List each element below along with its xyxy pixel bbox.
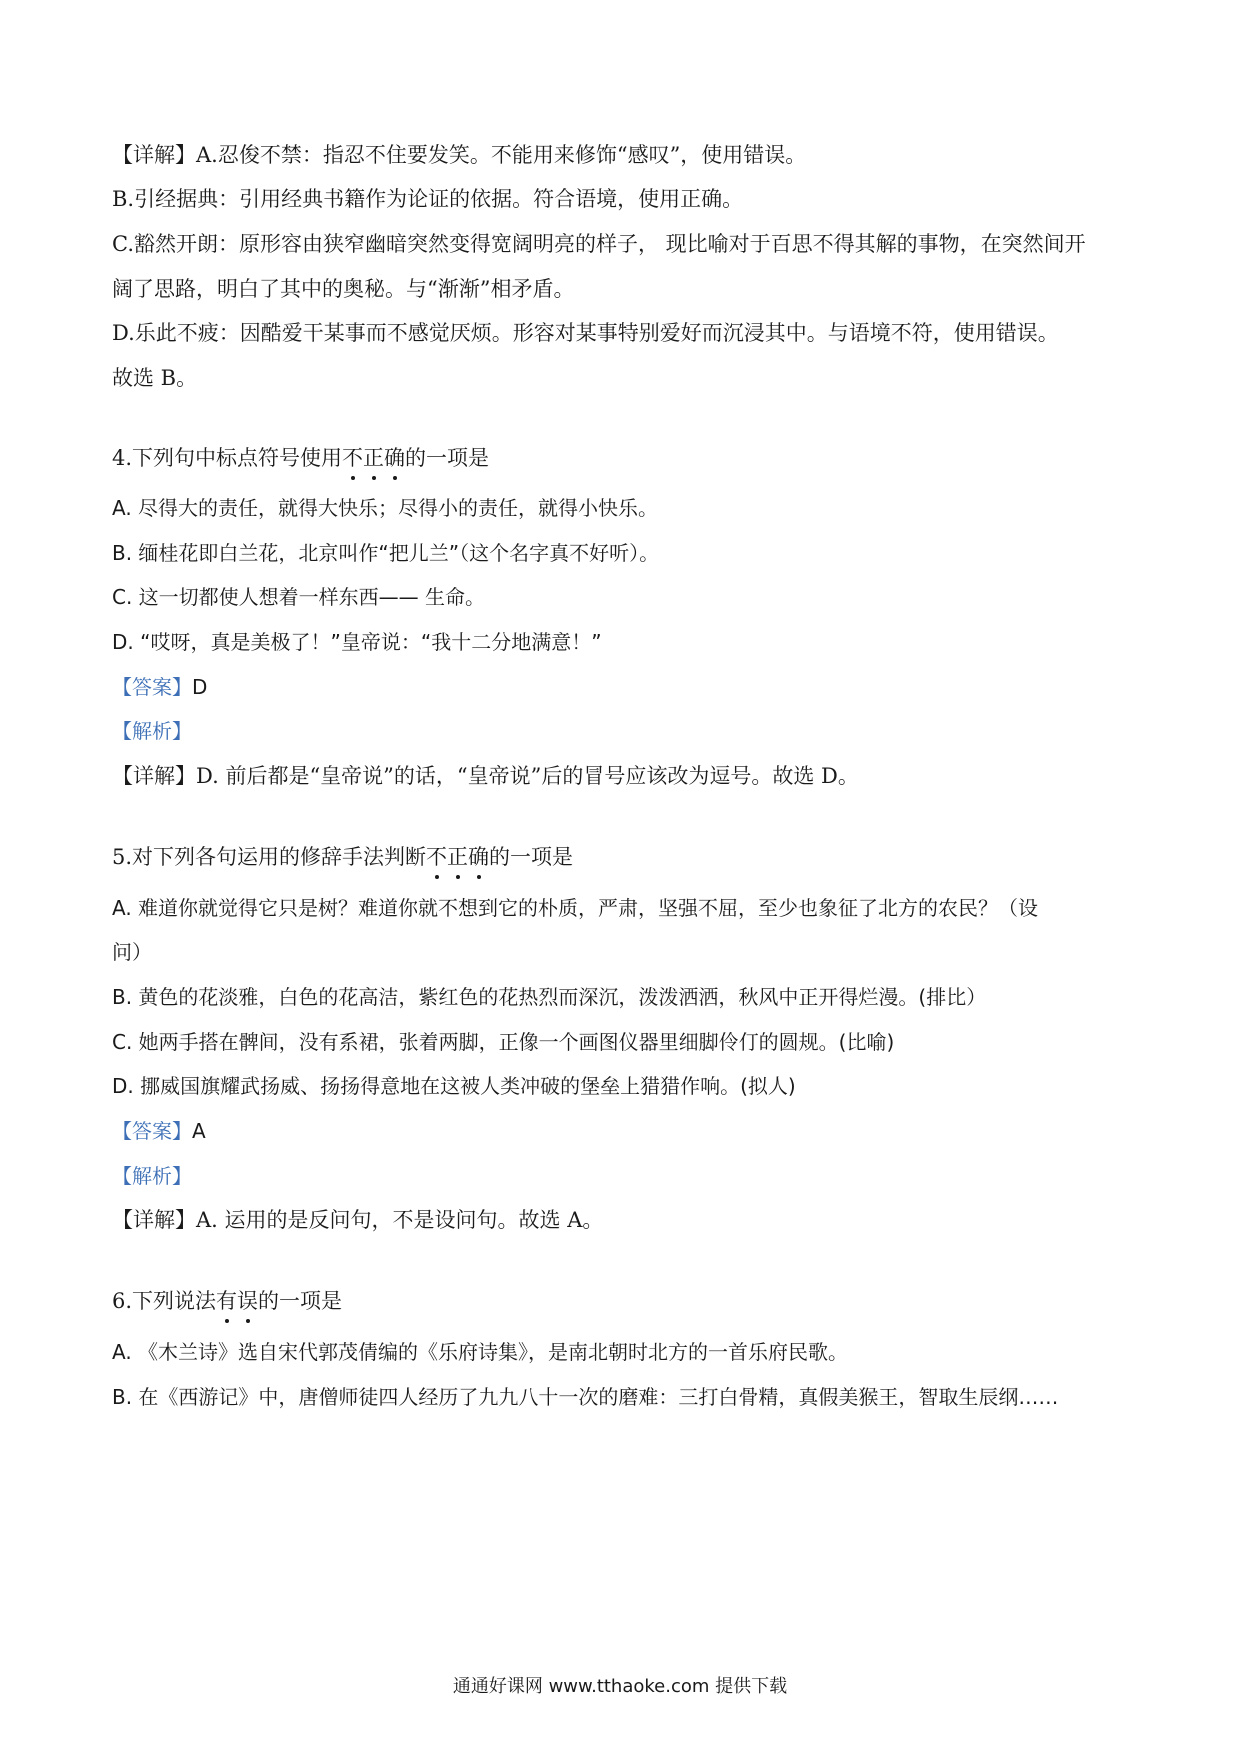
question-4-analysis (112, 716, 1128, 746)
detail-tag: 【详解】 (112, 764, 196, 788)
question-4-option-c: C. 这一切都使人想着一样东西—— 生命。 (112, 585, 486, 609)
emphasis-char: 确 (468, 842, 489, 872)
analysis-tag: 【解析】 (112, 1164, 192, 1188)
answer-value: A (192, 1119, 206, 1143)
detail-line-2: B.引经据典：引用经典书籍作为论证的依据。符合语境，使用正确。 (112, 187, 744, 211)
question-5-analysis (112, 1161, 1128, 1191)
question-5-option-b: B. 黄色的花淡雅，白色的花高洁，紫红色的花热烈而深沉，泼泼洒洒，秋风中正开得烂漫。(排比） (112, 985, 987, 1009)
detail-text: A. 运用的是反问句，不是设问句。故选 A。 (196, 1208, 604, 1232)
question-4-option-d: D. “哎呀，真是美极了！”皇帝说：“我十二分地满意！” (112, 630, 602, 654)
question-4-detail (112, 761, 1128, 791)
answer-tag: 【答案】 (112, 1119, 192, 1143)
question-5-detail (112, 1205, 1128, 1235)
question-5-option-a: A. 难道你就觉得它只是树？难道你就不想到它的朴质，严肃，坚强不屈，至少也象征了北方的农民？（设 (112, 896, 1039, 920)
question-5-title: 5.对下列各句运用的修辞手法判断不正确的一项是 (112, 842, 1128, 872)
emphasis-char: 不 (426, 842, 447, 872)
question-6-title: 6.下列说法有误的一项是 (112, 1286, 1128, 1316)
detail-tag: 【详解】 (112, 1208, 196, 1232)
analysis-tag: 【解析】 (112, 719, 192, 743)
answer-tag: 【答案】 (112, 675, 192, 699)
question-4-option-b: B. 缅桂花即白兰花，北京叫作“把儿兰”（这个名字真不好听）。 (112, 541, 660, 565)
question-6-option-b: B. 在《西游记》中，唐僧师徒四人经历了九九八十一次的磨难：三打白骨精，真假美猴王，智取生辰纲…… (112, 1385, 1059, 1409)
emphasis-char: 误 (237, 1286, 258, 1316)
question-5-answer (112, 1116, 1128, 1146)
detail-line-5: D.乐此不疲：因酷爱干某事而不感觉厌烦。形容对某事特别爱好而沉浸其中。与语境不符，使用错误。 (112, 321, 1059, 345)
question-5-option-c: C. 她两手搭在髀间，没有系裙，张着两脚，正像一个画图仪器里细脚伶仃的圆规。(比喻) (112, 1030, 895, 1054)
question-6-option-a: A. 《木兰诗》选自宋代郭茂倩编的《乐府诗集》，是南北朝时北方的一首乐府民歌。 (112, 1340, 849, 1364)
question-5-option-a-cont: 问） (112, 940, 152, 964)
question-4-answer (112, 672, 1128, 702)
detail-text: A.忍俊不禁：指忍不住要发笑。不能用来修饰“感叹”，使用错误。 (196, 143, 807, 167)
question-4-title: 4.下列句中标点符号使用不正确的一项是 (112, 443, 1128, 473)
detail-line-1 (112, 140, 1128, 170)
emphasis-char: 确 (384, 443, 405, 473)
question-4-option-a: A. 尽得大的责任，就得大快乐；尽得小的责任，就得小快乐。 (112, 496, 659, 520)
emphasis-char: 不 (342, 443, 363, 473)
emphasis-char: 正 (447, 842, 468, 872)
detail-tag: 【详解】 (112, 143, 196, 167)
page-footer: 通通好课网 www.tthaoke.com 提供下载 (452, 1676, 788, 1697)
emphasis-char: 正 (363, 443, 384, 473)
question-5-option-d: D. 挪威国旗耀武扬威、扬扬得意地在这被人类冲破的堡垒上猎猎作响。(拟人) (112, 1074, 796, 1098)
detail-line-3: C.豁然开朗：原形容由狭窄幽暗突然变得宽阔明亮的样子， 现比喻对于百思不得其解的事物，在突然间开 (112, 232, 1086, 256)
answer-value: D (192, 675, 208, 699)
emphasis-char: 有 (216, 1286, 237, 1316)
conclusion-line: 故选 B。 (112, 366, 198, 390)
detail-line-4: 阔了思路，明白了其中的奥秘。与“渐渐”相矛盾。 (112, 277, 575, 301)
detail-text: D. 前后都是“皇帝说”的话，“皇帝说”后的冒号应该改为逗号。故选 D。 (196, 764, 859, 788)
